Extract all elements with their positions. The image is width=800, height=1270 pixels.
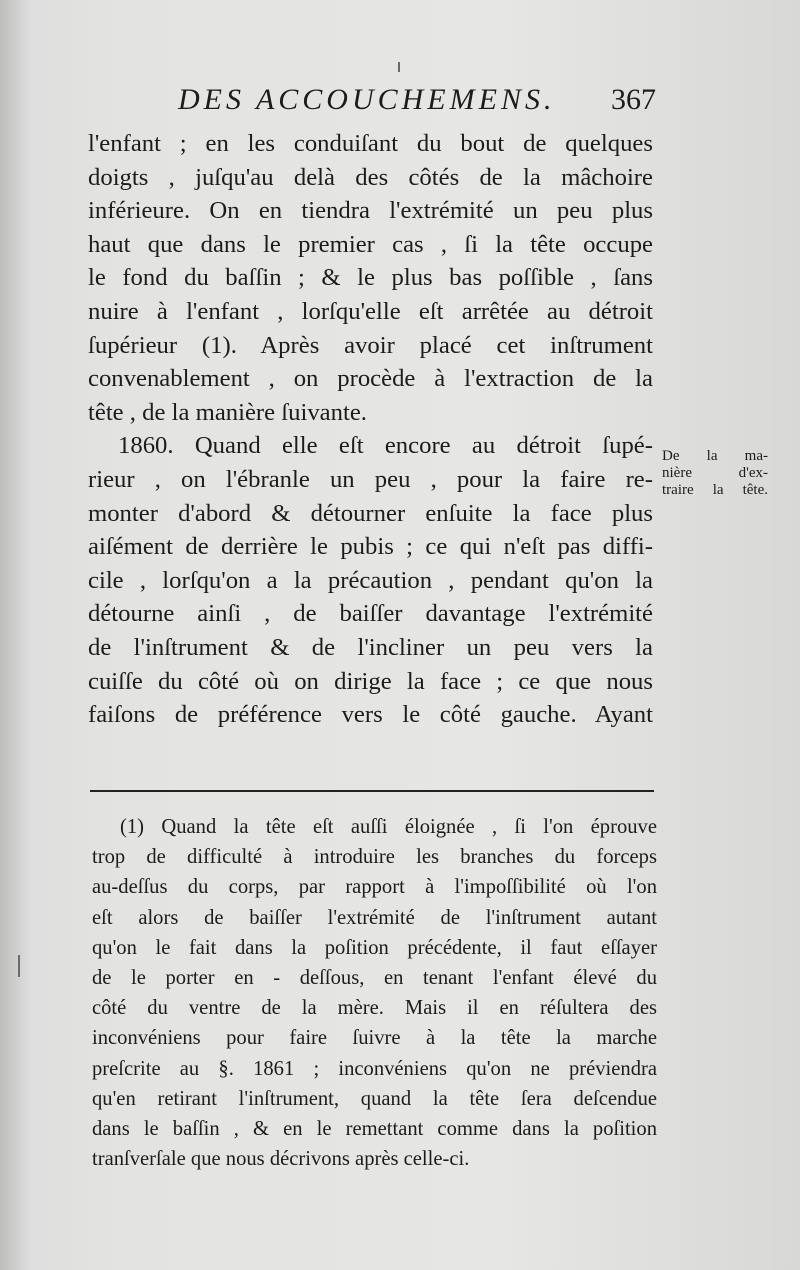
body-line: de l'inſtrument & de l'incliner un peu vers la [88,633,653,661]
running-title: DES ACCOUCHEMENS. [178,83,556,116]
marginal-note [662,448,768,499]
footnote-line: côté du ventre de la mère. Mais il en réſultera des [92,997,657,1020]
body-line: convenablement , on procède à l'extraction de la [88,365,653,393]
body-line: haut que dans le premier cas , ſi la tête occupe [88,230,653,258]
body-line: ſupérieur (1). Après avoir placé cet inſtrument [88,331,653,359]
footnote-rule [90,790,654,792]
footnote-line: preſcrite au §. 1861 ; inconvéniens qu'on ne préviendra [92,1057,657,1080]
body-line: cuiſſe du côté où on dirige la face ; ce que nous [88,667,653,695]
footnote-line: trop de difficulté à introduire les branches du forceps [92,846,657,869]
marginal-note-line: De la ma- [662,448,768,464]
page-number: 367 [611,83,656,116]
body-line: l'enfant ; en les conduiſant du bout de quelques [88,130,653,157]
body-line: nuire à l'enfant , lorſqu'elle eſt arrêtée au détroit [88,297,653,325]
body-line: faiſons de préférence vers le côté gauche. Ayant [88,701,653,729]
footnote-line: inconvéniens pour faire ſuivre à la tête la marche [92,1027,657,1050]
footnote [92,812,657,1174]
footnote-line: qu'on le fait dans la poſition précédente, il faut eſſayer [92,936,657,959]
body-line: inférieure. On en tiendra l'extrémité un peu plus [88,197,653,225]
body-line: tête , de la manière ſuivante. [88,398,367,426]
marginal-note-line: nière d'ex- [662,465,768,481]
body-line: le fond du baſſin ; & le plus bas poſſible , ſans [88,264,653,292]
paper-speck [398,62,400,72]
footnote-line: de le porter en - deſſous, en tenant l'enfant élevé du [92,967,657,990]
body-line: 1860. Quand elle eſt encore au détroit ſupé- [118,432,653,460]
paper-speck [18,955,20,977]
footnote-line: eſt alors de baiſſer l'extrémité de l'inſtrument autant [92,906,657,929]
footnote-line: tranſverſale que nous décrivons après celle-ci. [92,1148,470,1171]
footnote-line: (1) Quand la tête eſt auſſi éloignée , ſi l'on éprouve [120,816,657,838]
running-head [170,80,660,120]
marginal-note-line: traire la tête. [662,482,768,498]
body-line: détourne ainſi , de baiſſer davantage l'extrémité [88,600,653,628]
body-line: doigts , juſqu'au delà des côtés de la mâchoire [88,163,653,191]
footnote-line: dans le baſſin , & en le remettant comme dans la poſition [92,1118,657,1141]
footnote-line: au-deſſus du corps, par rapport à l'impoſſibilité où l'on [92,876,657,899]
body-line: aiſément de derrière le pubis ; ce qui n'eſt pas diffi- [88,533,653,561]
main-text [88,127,653,732]
footnote-line: qu'en retirant l'inſtrument, quand la tête ſera deſcendue [92,1087,657,1110]
body-line: monter d'abord & détourner enſuite la face plus [88,499,653,527]
body-line: cile , lorſqu'on a la précaution , pendant qu'on la [88,566,653,594]
body-line: rieur , on l'ébranle un peu , pour la faire re- [88,465,653,493]
